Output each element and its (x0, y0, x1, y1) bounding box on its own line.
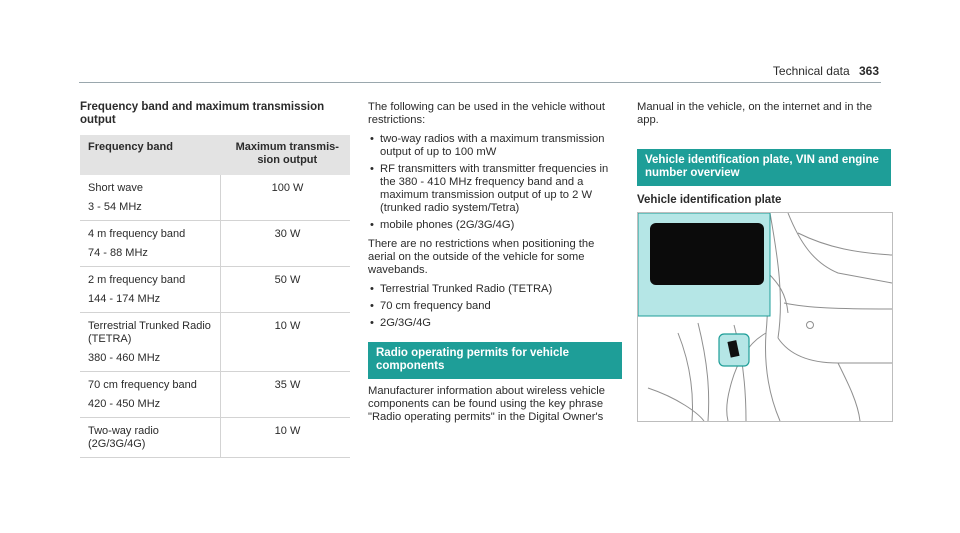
band-name: Short wave (88, 182, 144, 194)
list-item: • 70 cm frequency band (368, 300, 622, 313)
manual-paragraph: Manual in the vehicle, on the internet and in the app. (637, 101, 873, 126)
frequency-band-cell (80, 372, 221, 418)
header-rule (79, 82, 881, 83)
vin-column (637, 101, 891, 215)
car-door-pillar-drawing (638, 213, 892, 421)
frequency-section-title: Frequency band and maximum transmission output (80, 101, 325, 126)
unrestricted-list (368, 133, 622, 232)
usage-column (368, 101, 622, 430)
band-name: Terrestrial Trunked Radio (TETRA) (88, 320, 211, 345)
band-range: 3 - 54 MHz (88, 201, 142, 213)
table-row (80, 313, 350, 372)
vin-plate-window (650, 223, 764, 285)
max-output-cell: 100 W (221, 175, 351, 221)
table-row (80, 221, 350, 267)
page-header (773, 64, 879, 78)
list-item: • Terrestrial Trunked Radio (TETRA) (368, 283, 622, 296)
max-output-cell: 10 W (221, 418, 351, 458)
frequency-column (80, 101, 350, 458)
max-output-cell: 50 W (221, 267, 351, 313)
list-item: • two-way radios with a maximum transmission output of up to 100 mW (368, 133, 622, 159)
list-item: • mobile phones (2G/3G/4G) (368, 219, 622, 232)
band-range: 144 - 174 MHz (88, 293, 161, 305)
col-header-max-output: Maximum transmis-sion output (221, 135, 351, 175)
aerial-paragraph: There are no restrictions when positioning the aerial on the outside of the vehicle for some wavebands. (368, 238, 595, 276)
max-output-cell: 30 W (221, 221, 351, 267)
band-name: Two-way radio (2G/3G/4G) (88, 425, 159, 450)
list-item: • 2G/3G/4G (368, 317, 622, 330)
frequency-band-cell (80, 175, 221, 221)
frequency-band-cell (80, 313, 221, 372)
radio-permits-banner: Radio operating permits for vehicle components (368, 342, 622, 379)
max-output-cell: 35 W (221, 372, 351, 418)
band-range: 420 - 450 MHz (88, 398, 161, 410)
frequency-band-cell (80, 418, 221, 458)
intro-paragraph: The following can be used in the vehicle without restrictions: (368, 101, 605, 126)
waveband-list (368, 283, 622, 330)
section-name: Technical data (772, 64, 850, 78)
table-row (80, 267, 350, 313)
band-range: 380 - 460 MHz (88, 352, 161, 364)
frequency-table (80, 135, 350, 458)
table-header-row (80, 135, 350, 175)
vin-plate-subtitle: Vehicle identification plate (637, 194, 782, 206)
vin-banner: Vehicle identification plate, VIN and engine number overview (637, 149, 891, 186)
band-name: 70 cm frequency band (88, 379, 197, 391)
frequency-band-cell (80, 221, 221, 267)
col-header-frequency-band: Frequency band (80, 135, 221, 175)
table-row (80, 175, 350, 221)
vehicle-plate-illustration (637, 212, 893, 422)
table-row (80, 418, 350, 458)
table-row (80, 372, 350, 418)
max-output-cell: 10 W (221, 313, 351, 372)
manufacturer-paragraph: Manufacturer information about wireless vehicle components can be found using the key phrase "Radio operating permits" in the Digital Owner's (368, 385, 605, 423)
list-item: • RF transmitters with transmitter frequencies in the 380 - 410 MHz frequency band and a maximum transmission output of up to 2 W (trunked radio system/Tetra) (368, 163, 622, 215)
band-name: 2 m frequency band (88, 274, 186, 286)
page-number: 363 (858, 64, 879, 78)
frequency-band-cell (80, 267, 221, 313)
band-range: 74 - 88 MHz (88, 247, 148, 259)
band-name: 4 m frequency band (88, 228, 186, 240)
